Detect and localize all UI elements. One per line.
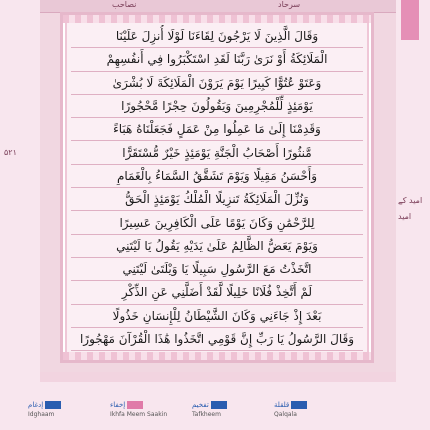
verse-line-3 [71,72,363,95]
diamond-marker-icon [291,401,307,409]
header-right-label: سرحاد [278,0,301,9]
verse-line-9 [71,211,363,234]
legend-item-tafkheem [192,401,256,418]
verse-text: الْمَلَائِكَةُ أَوْ نَرَىٰ رَبَّنَا لَقَدِ اسْتَكْبَرُوا فِي أَنفُسِهِمْ [106,52,328,67]
margin-note-right: امید کے [398,196,423,205]
legend-item-idghaam [28,401,92,418]
verse-text: وَنُزِّلَ الْمَلَائِكَةُ تَنزِيلًا الْمُلْكُ يَوْمَئِذٍ الْحَقُّ [125,192,309,207]
legend-name: Tafkheem [192,411,221,418]
verse-line-14 [71,328,363,351]
verse-text: وَيَوْمَ يَعَضُّ الظَّالِمُ عَلَىٰ يَدَيْهِ يَقُولُ يَا لَيْتَنِي [116,238,318,253]
verse-text: لَمْ أَتَّخِذْ فُلَانًا خَلِيلًا لَّقَدْ أَضَلَّنِي عَنِ الذِّكْرِ [121,285,313,300]
verse-text: وَأَحْسَنُ مَقِيلًا وَيَوْمَ تَشَقَّقُ السَّمَاءُ بِالْغَمَامِ [116,168,318,183]
text-frame [60,12,374,363]
verse-lines [71,25,363,374]
mushaf-page [40,0,396,372]
legend-name: Ikhfa Meem Saakin [110,411,168,418]
verse-text: لِلرَّحْمَٰنِ وَكَانَ يَوْمًا عَلَى الْكَافِرِينَ عَسِيرًا [119,215,315,230]
diamond-marker-icon [211,401,227,409]
verse-text: بَعْدَ إِذْ جَاءَنِي وَكَانَ الشَّيْطَانُ لِلْإِنسَانِ خَذُولًا [112,308,322,323]
verse-text: وَقَدِمْنَا إِلَىٰ مَا عَمِلُوا مِنْ عَمَلٍ فَجَعَلْنَاهُ هَبَاءً [113,122,321,137]
diamond-marker-icon [45,401,61,409]
verse-text: يَوْمَئِذٍ لِّلْمُجْرِمِينَ وَيَقُولُونَ حِجْرًا مَّحْجُورًا [121,99,313,114]
tajweed-legend [28,401,338,425]
legend-item-ikhfa [110,401,174,418]
verse-line-12 [71,281,363,304]
verse-line-10 [71,235,363,258]
verse-text: اتَّخَذْتُ مَعَ الرَّسُولِ سَبِيلًا يَا وَيْلَتَىٰ لَيْتَنِي [122,262,312,277]
legend-name: Idghaam [28,411,55,418]
accent-tab [401,0,419,40]
verse-line-7 [71,165,363,188]
page-number-left: ۵۲۱ [4,148,17,157]
legend-name: Qalqala [274,411,297,418]
verse-line-2 [71,48,363,71]
verse-line-6 [71,141,363,164]
verse-line-5 [71,118,363,141]
verse-text: وَعَتَوْ عُتُوًّا كَبِيرًا يَوْمَ يَرَوْنَ الْمَلَائِكَةَ لَا بُشْرَىٰ [112,75,322,90]
bottom-ornament-band [63,352,371,360]
verse-line-1 [71,25,363,48]
verse-line-4 [71,95,363,118]
header-left-label: نصاحب [112,0,137,9]
verse-line-8 [71,188,363,211]
legend-arabic: إدغام [28,401,44,409]
legend-arabic: تفخيم [192,401,209,409]
top-ornament-band [63,15,371,23]
verse-line-11 [71,258,363,281]
verse-text: وَقَالَ الَّذِينَ لَا يَرْجُونَ لِقَاءَنَا لَوْلَا أُنزِلَ عَلَيْنَا [115,29,319,44]
verse-text: وَقَالَ الرَّسُولُ يَا رَبِّ إِنَّ قَوْمِي اتَّخَذُوا هَٰذَا الْقُرْآنَ مَهْجُورًا [79,332,355,346]
verse-line-13 [71,305,363,328]
page-bottom-strip [40,372,396,382]
diamond-marker-icon [127,401,143,409]
margin-note-right-2: امید [398,212,412,221]
legend-arabic: إخفاء [110,401,126,409]
legend-arabic: قلقلة [274,401,290,409]
legend-item-qalqala [274,401,338,418]
verse-text: مَّنثُورًا أَصْحَابُ الْجَنَّةِ يَوْمَئِذٍ خَيْرٌ مُّسْتَقَرًّا [122,145,312,160]
